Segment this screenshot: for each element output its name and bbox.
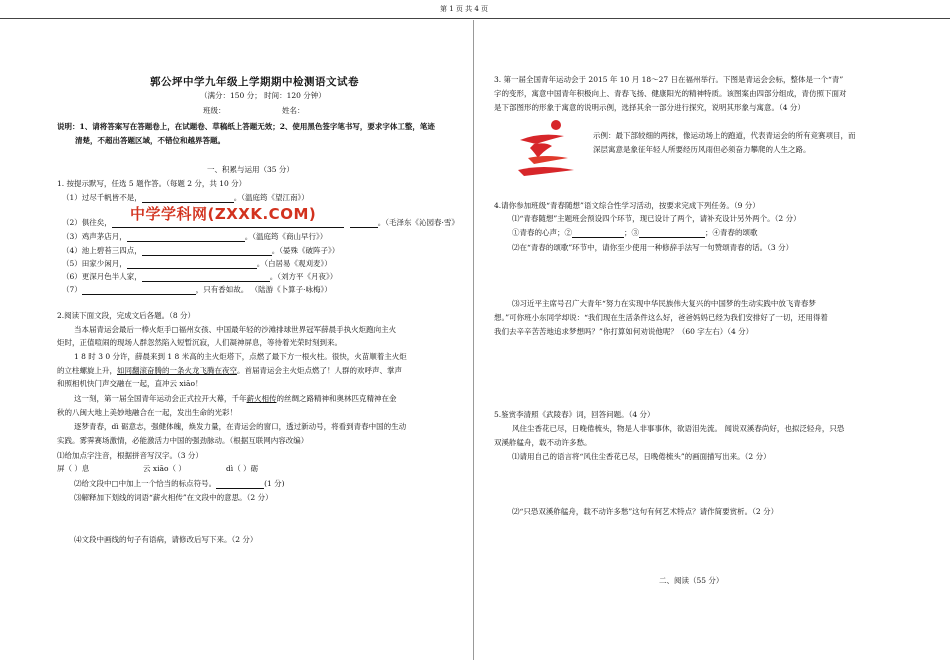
q2-paragraph-3b: 秋的八闽大地上美妙地融合在一起，发出生命的光彩！	[57, 408, 237, 417]
q4-sub-3a: ⑶习近平主席号召广大青年“努力在实现中华民族伟大复兴的中国梦的生动实践中放飞青春梦	[512, 299, 816, 308]
q5-poem-2: 双溪舴艋舟，载不动许多愁。	[494, 438, 592, 447]
q2-stem: 2.阅读下面文段，完成文后各题。（8 分）	[57, 311, 196, 320]
q3-line-1: 3. 第一届全国青年运动会于 2015 年 10 月 18～27 日在福州举行。下图是青运会会标，整体是一个“青”	[494, 75, 844, 84]
q2-paragraph-1a: 当本届青运会最后一棒火炬手□福州女孩、中国最年轻的沙滩排球世界冠军薛晨手执火炬跑向主火	[74, 325, 397, 334]
q1-line-5: （5）田家少闲月， 。（白居易《观刈麦》）	[62, 259, 332, 268]
q1-line-7: （7） ，只有香如故。 （陆游《卜算子·咏梅》）	[62, 285, 332, 294]
q5-stem: 5.鉴赏李清照《武陵春》词，回答问题。（4 分）	[494, 410, 655, 419]
section2-heading: 二、阅读（55 分）	[659, 576, 724, 585]
q4-stem: 4.请你参加班级“青春随想”语文综合性学习活动，按要求完成下列任务。（9 分）	[494, 201, 760, 210]
name-label: 姓名：	[282, 106, 305, 115]
q2-sub-2: ⑵给文段中□中加上一个恰当的标点符号。 (1 分)	[74, 479, 285, 488]
q4-options: ①青春的心声；② ；③ ；④青春的颂歌	[512, 228, 758, 237]
column-divider	[473, 20, 474, 660]
q2-pinyin-a: 屏（ ）息	[57, 464, 90, 473]
q1-line-4: （4）池上碧苔三四点， 。（晏殊《破阵子》）	[62, 246, 340, 255]
class-label: 班级：	[203, 106, 226, 115]
q3-line-2: 字的变形，寓意中国青年积极向上、青春飞扬、健康阳光的精神特质。该图案由四部分组成，青仿照下面对	[494, 89, 847, 98]
q2-paragraph-3a: 这一刻，第一届全国青年运动会正式拉开大幕，千年薪火相传的丝绸之路精神和奥林匹克精神在金	[74, 394, 397, 403]
q1-line-2: （2）俱往矣， 。（毛泽东《沁园春·雪》	[62, 218, 459, 227]
q2-paragraph-4b: 实践。雾霁赛场激情，必能激活力中国的强劲脉动。（根据互联网内容改编）	[57, 436, 309, 445]
q3-line-3: 是下部图形的形象于寓意的说明示例，选择其余一部分进行探究，说明其形象与寓意。（4 分）	[494, 103, 805, 112]
q3-example-1: 示例：最下部较细的两抹，像运动场上的跑道，代表青运会的所有竞赛项目，而	[593, 131, 856, 140]
q5-sub-1: ⑴请用自己的语言将“风住尘香花已尽，日晚倦梳头”的画面描写出来。（2 分）	[512, 452, 771, 461]
q1-stem: 1. 按提示默写，任选 5 题作答。（每题 2 分，共 10 分）	[57, 179, 247, 188]
q4-sub-3c: 我们去辛辛苦苦地追求梦想吗？”你打算如何劝说他呢？（60 字左右）（4 分）	[494, 327, 754, 336]
q2-paragraph-2b: 的立柱螺旋上升，如同翻滚奋腾的一条火龙飞腾在夜空。首届青运会主火炬点燃了！人群的欢呼声、掌声	[57, 366, 402, 375]
section1-heading: 一、积累与运用（35 分）	[207, 165, 294, 174]
notice-line-1: 说明：1、请将答案写在答题卷上，在试题卷、草稿纸上答题无效；2、使用黑色签字笔书写，要求字体工整，笔迹	[57, 122, 435, 131]
q5-poem-1: 风住尘香花已尽，日晚倦梳头，物是人非事事休，欲语泪先流。 闻说双溪春尚好，也拟泛轻舟，只恐	[512, 424, 845, 433]
header-rule	[0, 18, 950, 19]
q5-sub-2: ⑵“只恐双溪舴艋舟，载不动许多愁”这句有何艺术特点？请作简要赏析。（2 分）	[512, 507, 779, 516]
q2-sub-4: ⑷文段中画线的句子有语病，请修改后写下来。（2 分）	[74, 535, 258, 544]
q2-paragraph-4a: 逐梦青春，dì 砺意志，强健体魄，焕发力量，在青运会的窗口，透过新动号，将看到青春中国的生动	[74, 422, 407, 431]
q2-paragraph-2c: 和照相机快门声交融在一起，直冲云 xiāo！	[57, 379, 203, 388]
exam-title: 郭公坪中学九年级上学期期中检测语文试卷	[150, 76, 359, 88]
flawed-sentence: 如同翻滚奋腾的一条火龙飞腾在夜空	[117, 366, 237, 375]
q2-paragraph-2a: 1 8 时 3 0 分许，薛晨来到 1 8 米高的主火炬塔下，点燃了最下方一根火柱。很快，火苗顺着主火炬	[74, 352, 407, 361]
q1-line-3: （3）鸡声茅店月， 。（温庭筠《商山早行》）	[62, 232, 328, 241]
notice-line-2: 清楚，不超出答题区域，不错位和越界答题。	[75, 136, 225, 145]
q4-sub-2: ⑵在“青春的颂歌”环节中，请你至少使用一种修辞手法写一句赞颂青春的话。（3 分）	[512, 243, 794, 252]
q4-sub-1: ⑴“青春随想”主题班会预设四个环节，现已设计了两个，请补充设计另外两个。（2 分）	[512, 214, 801, 223]
youth-games-logo	[512, 118, 578, 180]
q1-line-1: （1）过尽千帆皆不是， 。（温庭筠《望江南》）	[62, 193, 309, 202]
underlined-phrase: 薪火相传	[246, 394, 277, 403]
q2-sub-1: ⑴给加点字注音，根据拼音写汉字。（3 分）	[57, 451, 203, 460]
watermark-logo: 中学学科网(ZXXK.COM)	[130, 205, 317, 223]
exam-meta: （满分：150 分； 时间：120 分钟）	[200, 91, 326, 100]
q4-sub-3b: 想。”可你班小东同学却说：“我们现在生活条件这么好，爸爸妈妈已经为我们安排好了一切，还用得着	[494, 313, 828, 322]
q3-example-2: 深层寓意是象征年轻人所要经历风雨但必须奋力攀爬的人生之路。	[593, 145, 811, 154]
page-number: 第 1 页 共 4 页	[440, 5, 489, 13]
q1-line-6: （6）更深月色半人家， 。（刘方平《月夜》）	[62, 272, 338, 281]
q2-sub-3: ⑶解释加下划线的词语“薪火相传”在文段中的意思。（2 分）	[74, 493, 273, 502]
q2-pinyin-b: 云 xiāo（ ）	[143, 464, 186, 473]
q2-paragraph-1b: 炬时，正值喧闹的现场人群忽然陷入短暂沉寂，人们凝神屏息，等待着光荣时刻到来。	[57, 338, 342, 347]
q2-pinyin-c: dì（ ）砺	[226, 464, 259, 473]
